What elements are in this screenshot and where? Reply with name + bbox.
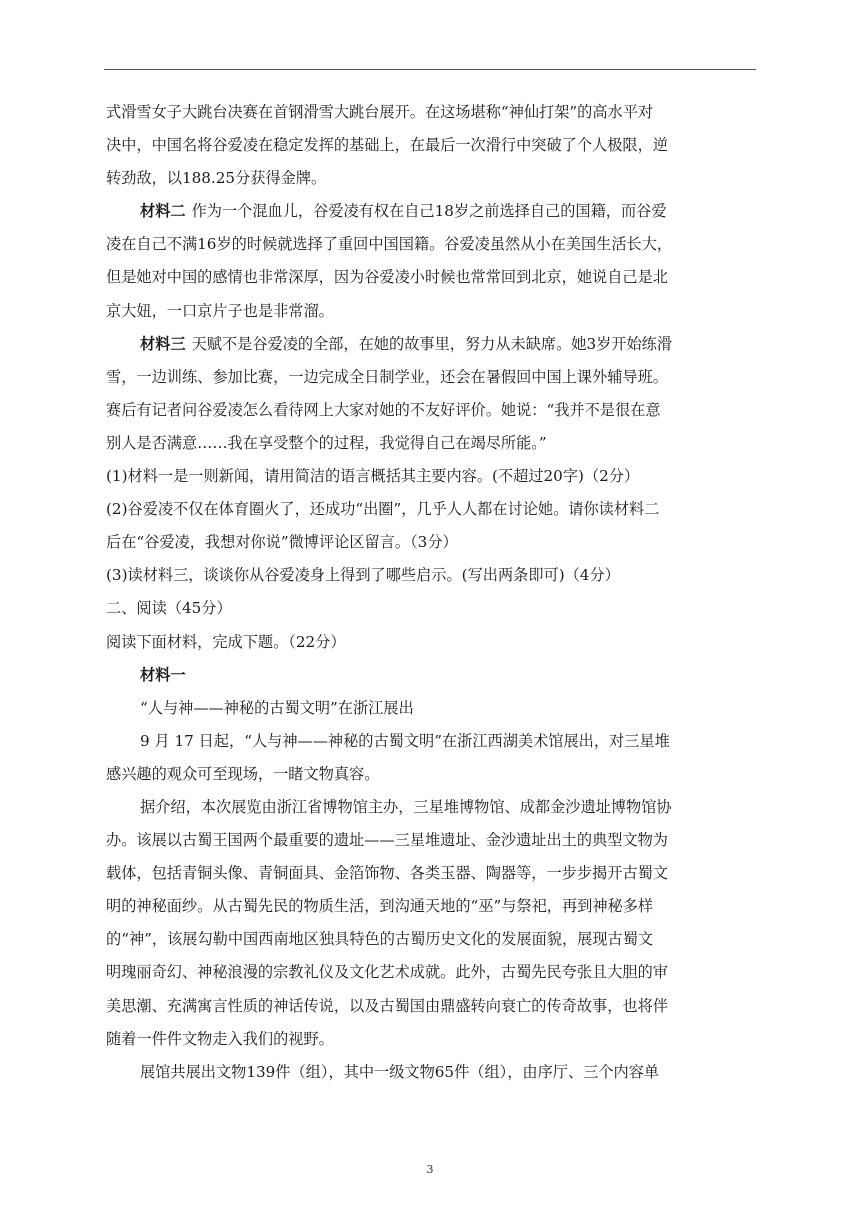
text-line: 感兴趣的观众可至现场，一睹文物真容。: [106, 764, 380, 783]
text-line: 载体，包括青铜头像、青铜面具、金箔饰物、各类玉器、陶器等，一步步揭开古蜀文: [106, 864, 668, 883]
text-line: [106, 195, 756, 228]
document-body: [106, 96, 756, 1089]
material-label: 材料三: [140, 334, 186, 353]
text-line: 但是她对中国的感情也非常深厚，因为谷爱凌小时候也常常回到北京，她说自己是北: [106, 268, 668, 287]
text-line: 雪，一边训练、参加比赛，一边完成全日制学业，还会在暑假回中国上课外辅导班。: [106, 367, 668, 386]
material-label: 材料二: [140, 202, 186, 221]
text-line: [106, 328, 756, 361]
question-line: (3)读材料三，谈谈你从谷爱凌身上得到了哪些启示。(写出两条即可)（4分）: [106, 566, 620, 585]
text-line: 京大妞，一口京片子也是非常溜。: [106, 301, 334, 320]
text-line: 决中，中国名将谷爱凌在稳定发挥的基础上，在最后一次滑行中突破了个人极限，逆: [106, 136, 668, 155]
text-line: 9 月 17 日起，“人与神——神秘的古蜀文明”在浙江西湖美术馆展出，对三星堆: [140, 731, 670, 750]
text-line: 转劲敌，以188.25分获得金牌。: [106, 169, 327, 188]
article-title: “人与神——神秘的古蜀文明”在浙江展出: [140, 698, 414, 717]
text-line: 别人是否满意……我在享受整个的过程，我觉得自己在竭尽所能。”: [106, 433, 547, 452]
text-line: 凌在自己不满16岁的时候就选择了重回中国国籍。谷爱凌虽然从小在美国生活长大，: [106, 235, 673, 254]
question-line: (1)材料一是一则新闻，请用简洁的语言概括其主要内容。(不超过20字)（2分）: [106, 467, 640, 486]
section-heading: 二、阅读（45分）: [106, 599, 232, 618]
text-line: 办。该展以古蜀王国两个最重要的遗址——三星堆遗址、金沙遗址出土的典型文物为: [106, 831, 668, 850]
page-number: 3: [426, 1163, 434, 1176]
text-line: 式滑雪女子大跳台决赛在首钢滑雪大跳台展开。在这场堪称“神仙打架”的高水平对: [106, 103, 654, 121]
instruction-line: 阅读下面材料，完成下题。（22分）: [106, 632, 346, 651]
question-line: (2)谷爱凌不仅在体育圈火了，还成功“出圈”，几乎人人都在讨论她。请你读材料二: [106, 500, 660, 519]
text-line: [106, 659, 756, 692]
text-run: 天赋不是谷爱凌的全部，在她的故事里，努力从未缺席。她3岁开始练滑: [191, 334, 673, 353]
text-line: 赛后有记者问谷爱凌怎么看待网上大家对她的不友好评价。她说：“我并不是很在意: [106, 400, 661, 419]
text-line: 展馆共展出文物139件（组），其中一级文物65件（组），由序厅、三个内容单: [140, 1062, 660, 1081]
text-line: 明的神秘面纱。从古蜀先民的物质生活，到沟通天地的“巫”与祭祀，再到神秘多样: [106, 897, 654, 916]
header-rule: [104, 69, 756, 70]
text-line: 明瑰丽奇幻、神秘浪漫的宗教礼仪及文化艺术成就。此外，古蜀先民夸张且大胆的审: [106, 963, 668, 982]
text-line: 据介绍，本次展览由浙江省博物馆主办，三星堆博物馆、成都金沙遗址博物馆协: [140, 797, 672, 816]
material-label: 材料一: [140, 665, 186, 684]
text-line: 随着一件件文物走入我们的视野。: [106, 1029, 334, 1048]
text-run: 作为一个混血儿，谷爱凌有权在自己18岁之前选择自己的国籍，而谷爱: [191, 202, 667, 221]
question-line: 后在“谷爱凌，我想对你说”微博评论区留言。（3分）: [106, 533, 458, 552]
text-line: 美思潮、充满寓言性质的神话传说，以及古蜀国由鼎盛转向衰亡的传奇故事，也将伴: [106, 996, 668, 1015]
text-line: 的“神”，该展勾勒中国西南地区独具特色的古蜀历史文化的发展面貌，展现古蜀文: [106, 930, 654, 949]
